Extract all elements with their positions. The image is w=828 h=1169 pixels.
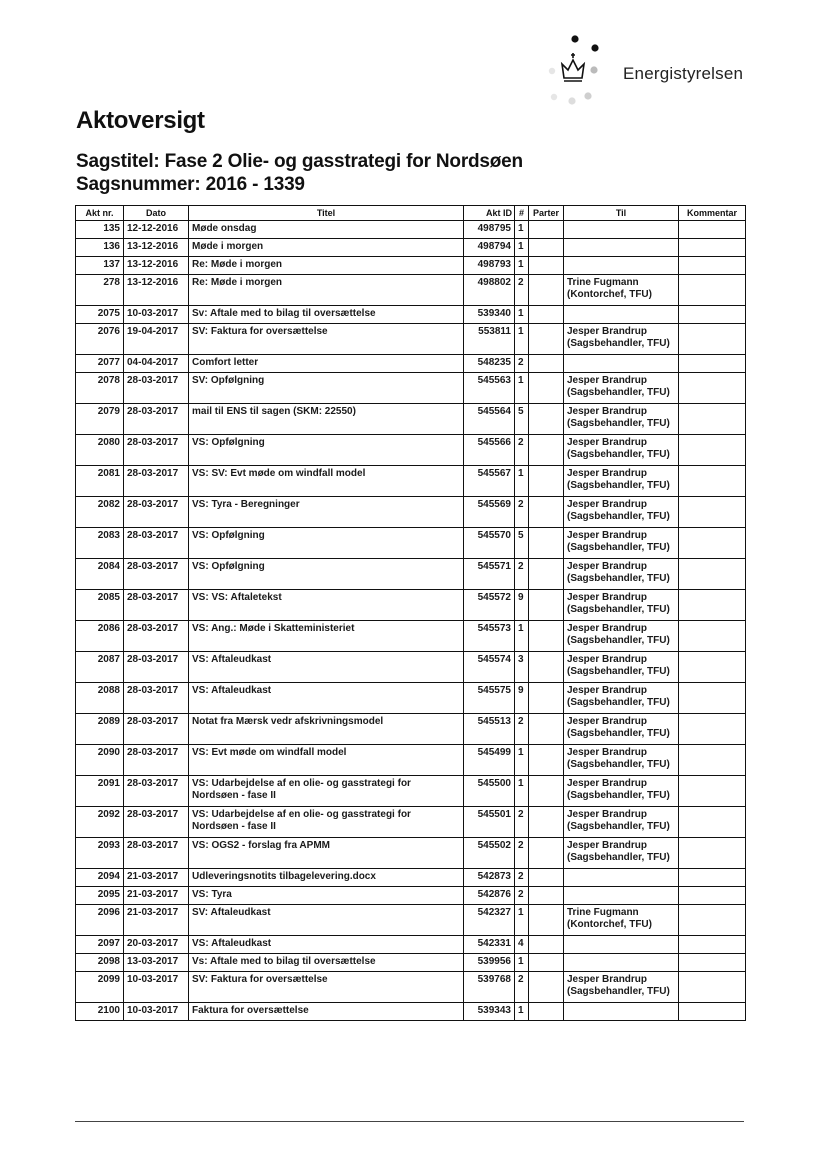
cell-title: VS: Udarbejdelse af en olie- og gasstrategi for Nordsøen - fase II — [189, 776, 464, 807]
cell-id: 539343 — [464, 1003, 515, 1021]
cell-date: 20-03-2017 — [124, 936, 189, 954]
cell-parties — [529, 355, 564, 373]
cell-date: 21-03-2017 — [124, 887, 189, 905]
cell-to: Jesper Brandrup (Sagsbehandler, TFU) — [564, 652, 679, 683]
cell-nr: 2098 — [76, 954, 124, 972]
cell-to: Jesper Brandrup (Sagsbehandler, TFU) — [564, 497, 679, 528]
table-row — [76, 275, 746, 306]
cell-date: 13-12-2016 — [124, 239, 189, 257]
cell-to — [564, 355, 679, 373]
cell-nr: 2075 — [76, 306, 124, 324]
cell-count: 3 — [515, 652, 529, 683]
column-header-id: Akt ID — [464, 206, 515, 221]
cell-comment — [679, 972, 746, 1003]
cell-count: 1 — [515, 1003, 529, 1021]
cell-nr: 2095 — [76, 887, 124, 905]
cell-id: 545570 — [464, 528, 515, 559]
cell-count: 1 — [515, 324, 529, 355]
cell-parties — [529, 466, 564, 497]
cell-title: Notat fra Mærsk vedr afskrivningsmodel — [189, 714, 464, 745]
column-header-date: Dato — [124, 206, 189, 221]
cell-date: 28-03-2017 — [124, 559, 189, 590]
cell-to: Jesper Brandrup (Sagsbehandler, TFU) — [564, 714, 679, 745]
table-row — [76, 807, 746, 838]
cell-id: 498802 — [464, 275, 515, 306]
cell-id: 545569 — [464, 497, 515, 528]
cell-comment — [679, 239, 746, 257]
column-header-title: Titel — [189, 206, 464, 221]
cell-to: Jesper Brandrup (Sagsbehandler, TFU) — [564, 324, 679, 355]
cell-id: 542876 — [464, 887, 515, 905]
table-row — [76, 972, 746, 1003]
cell-date: 28-03-2017 — [124, 435, 189, 466]
cell-to: Jesper Brandrup (Sagsbehandler, TFU) — [564, 972, 679, 1003]
cell-nr: 2085 — [76, 590, 124, 621]
cell-comment — [679, 652, 746, 683]
cell-comment — [679, 528, 746, 559]
cell-comment — [679, 838, 746, 869]
table-row — [76, 683, 746, 714]
cell-count: 1 — [515, 221, 529, 239]
cell-date: 21-03-2017 — [124, 905, 189, 936]
cell-title: VS: VS: Aftaletekst — [189, 590, 464, 621]
cell-count: 1 — [515, 239, 529, 257]
cell-parties — [529, 559, 564, 590]
table-row — [76, 306, 746, 324]
cell-parties — [529, 972, 564, 1003]
cell-to: Jesper Brandrup (Sagsbehandler, TFU) — [564, 745, 679, 776]
cell-comment — [679, 306, 746, 324]
cell-comment — [679, 559, 746, 590]
cell-count: 1 — [515, 776, 529, 807]
cell-title: SV: Faktura for oversættelse — [189, 324, 464, 355]
cell-title: Sv: Aftale med to bilag til oversættelse — [189, 306, 464, 324]
table-row — [76, 887, 746, 905]
cell-count: 2 — [515, 838, 529, 869]
table-row — [76, 905, 746, 936]
cell-title: mail til ENS til sagen (SKM: 22550) — [189, 404, 464, 435]
cell-date: 28-03-2017 — [124, 404, 189, 435]
cell-date: 28-03-2017 — [124, 528, 189, 559]
column-header-comment: Kommentar — [679, 206, 746, 221]
cell-to — [564, 239, 679, 257]
cell-title: VS: Aftaleudkast — [189, 936, 464, 954]
table-row — [76, 590, 746, 621]
cell-comment — [679, 355, 746, 373]
cell-comment — [679, 887, 746, 905]
cell-parties — [529, 621, 564, 652]
cell-comment — [679, 497, 746, 528]
cell-date: 28-03-2017 — [124, 590, 189, 621]
table-row — [76, 714, 746, 745]
cell-date: 28-03-2017 — [124, 838, 189, 869]
cell-parties — [529, 807, 564, 838]
cell-nr: 2100 — [76, 1003, 124, 1021]
table-row — [76, 1003, 746, 1021]
cell-parties — [529, 869, 564, 887]
cell-title: VS: Tyra — [189, 887, 464, 905]
cell-id: 539768 — [464, 972, 515, 1003]
cell-comment — [679, 869, 746, 887]
cell-nr: 2086 — [76, 621, 124, 652]
cell-title: Re: Møde i morgen — [189, 275, 464, 306]
cell-title: VS: Tyra - Beregninger — [189, 497, 464, 528]
cell-count: 9 — [515, 590, 529, 621]
cell-count: 2 — [515, 275, 529, 306]
cell-id: 545567 — [464, 466, 515, 497]
cell-date: 13-12-2016 — [124, 257, 189, 275]
cell-parties — [529, 404, 564, 435]
cell-nr: 2094 — [76, 869, 124, 887]
table-row — [76, 221, 746, 239]
cell-count: 9 — [515, 683, 529, 714]
cell-comment — [679, 954, 746, 972]
cell-id: 542331 — [464, 936, 515, 954]
cell-to: Jesper Brandrup (Sagsbehandler, TFU) — [564, 528, 679, 559]
cell-nr: 2077 — [76, 355, 124, 373]
cell-nr: 2099 — [76, 972, 124, 1003]
cell-parties — [529, 257, 564, 275]
cell-count: 5 — [515, 528, 529, 559]
cell-date: 10-03-2017 — [124, 1003, 189, 1021]
table-row — [76, 776, 746, 807]
cell-count: 2 — [515, 714, 529, 745]
cell-comment — [679, 714, 746, 745]
cell-to: Jesper Brandrup (Sagsbehandler, TFU) — [564, 559, 679, 590]
table-row — [76, 257, 746, 275]
cell-title: Møde i morgen — [189, 239, 464, 257]
cell-to — [564, 1003, 679, 1021]
org-name: Energistyrelsen — [623, 64, 744, 83]
cell-parties — [529, 239, 564, 257]
cell-count: 1 — [515, 466, 529, 497]
cell-nr: 2097 — [76, 936, 124, 954]
cell-date: 28-03-2017 — [124, 776, 189, 807]
table-row — [76, 355, 746, 373]
column-header-to: Til — [564, 206, 679, 221]
cell-to — [564, 221, 679, 239]
cell-date: 28-03-2017 — [124, 807, 189, 838]
table-row — [76, 239, 746, 257]
cell-id: 545571 — [464, 559, 515, 590]
cell-nr: 137 — [76, 257, 124, 275]
cell-parties — [529, 683, 564, 714]
cell-parties — [529, 324, 564, 355]
cell-nr: 2081 — [76, 466, 124, 497]
cell-id: 542873 — [464, 869, 515, 887]
cell-title: VS: Ang.: Møde i Skatteministeriet — [189, 621, 464, 652]
cell-title: Møde onsdag — [189, 221, 464, 239]
cell-id: 545502 — [464, 838, 515, 869]
cell-date: 28-03-2017 — [124, 714, 189, 745]
cell-parties — [529, 652, 564, 683]
cell-comment — [679, 324, 746, 355]
cell-id: 545501 — [464, 807, 515, 838]
table-row — [76, 838, 746, 869]
cell-count: 2 — [515, 807, 529, 838]
cell-nr: 2092 — [76, 807, 124, 838]
cell-date: 28-03-2017 — [124, 466, 189, 497]
cell-title: VS: Aftaleudkast — [189, 652, 464, 683]
cell-id: 545500 — [464, 776, 515, 807]
bottom-divider — [75, 1121, 744, 1122]
cell-id: 545575 — [464, 683, 515, 714]
crown-icon — [548, 34, 618, 110]
cell-to — [564, 954, 679, 972]
cell-id: 498793 — [464, 257, 515, 275]
cell-id: 545499 — [464, 745, 515, 776]
cell-date: 28-03-2017 — [124, 745, 189, 776]
cell-date: 28-03-2017 — [124, 373, 189, 404]
cell-nr: 2078 — [76, 373, 124, 404]
table-row — [76, 497, 746, 528]
column-header-parties: Parter — [529, 206, 564, 221]
cell-parties — [529, 275, 564, 306]
cell-parties — [529, 497, 564, 528]
cell-id: 498794 — [464, 239, 515, 257]
cell-parties — [529, 714, 564, 745]
cell-count: 1 — [515, 257, 529, 275]
cell-parties — [529, 776, 564, 807]
table-row — [76, 404, 746, 435]
table-row — [76, 435, 746, 466]
cell-date: 19-04-2017 — [124, 324, 189, 355]
cell-count: 1 — [515, 745, 529, 776]
cell-to: Jesper Brandrup (Sagsbehandler, TFU) — [564, 435, 679, 466]
cell-nr: 2084 — [76, 559, 124, 590]
cell-title: SV: Aftaleudkast — [189, 905, 464, 936]
cell-parties — [529, 954, 564, 972]
table-row — [76, 559, 746, 590]
cell-parties — [529, 306, 564, 324]
cell-parties — [529, 590, 564, 621]
cell-comment — [679, 275, 746, 306]
cell-to — [564, 869, 679, 887]
cell-date: 10-03-2017 — [124, 972, 189, 1003]
cell-comment — [679, 1003, 746, 1021]
cell-count: 4 — [515, 936, 529, 954]
cell-count: 1 — [515, 905, 529, 936]
cell-to: Jesper Brandrup (Sagsbehandler, TFU) — [564, 838, 679, 869]
cell-parties — [529, 936, 564, 954]
cell-count: 5 — [515, 404, 529, 435]
cell-date: 12-12-2016 — [124, 221, 189, 239]
case-title: Sagstitel: Fase 2 Olie- og gasstrategi for Nordsøen — [76, 151, 523, 172]
cell-id: 545566 — [464, 435, 515, 466]
table-row — [76, 745, 746, 776]
cell-parties — [529, 373, 564, 404]
cell-nr: 2090 — [76, 745, 124, 776]
cell-parties — [529, 838, 564, 869]
cell-comment — [679, 807, 746, 838]
cell-title: SV: Opfølgning — [189, 373, 464, 404]
table-row — [76, 621, 746, 652]
cell-to: Jesper Brandrup (Sagsbehandler, TFU) — [564, 590, 679, 621]
cell-title: VS: Aftaleudkast — [189, 683, 464, 714]
cell-nr: 2080 — [76, 435, 124, 466]
table-row — [76, 466, 746, 497]
table-row — [76, 373, 746, 404]
cell-count: 2 — [515, 972, 529, 1003]
cell-id: 545573 — [464, 621, 515, 652]
cell-parties — [529, 887, 564, 905]
cell-to — [564, 936, 679, 954]
cell-parties — [529, 528, 564, 559]
cell-date: 28-03-2017 — [124, 497, 189, 528]
cell-comment — [679, 373, 746, 404]
cell-title: VS: Opfølgning — [189, 528, 464, 559]
table-row — [76, 652, 746, 683]
table-row — [76, 869, 746, 887]
cell-nr: 2093 — [76, 838, 124, 869]
cell-id: 545572 — [464, 590, 515, 621]
cell-id: 545564 — [464, 404, 515, 435]
cell-nr: 2096 — [76, 905, 124, 936]
cell-to: Jesper Brandrup (Sagsbehandler, TFU) — [564, 621, 679, 652]
cell-count: 1 — [515, 621, 529, 652]
cell-comment — [679, 621, 746, 652]
cell-nr: 2088 — [76, 683, 124, 714]
cell-to: Jesper Brandrup (Sagsbehandler, TFU) — [564, 776, 679, 807]
cell-nr: 135 — [76, 221, 124, 239]
cell-to — [564, 887, 679, 905]
table-row — [76, 528, 746, 559]
cell-nr: 2076 — [76, 324, 124, 355]
cell-id: 539956 — [464, 954, 515, 972]
cell-title: VS: Opfølgning — [189, 435, 464, 466]
cell-count: 2 — [515, 887, 529, 905]
cell-parties — [529, 745, 564, 776]
cell-nr: 2087 — [76, 652, 124, 683]
cell-title: VS: Opfølgning — [189, 559, 464, 590]
cell-id: 545513 — [464, 714, 515, 745]
cell-count: 1 — [515, 373, 529, 404]
cell-comment — [679, 905, 746, 936]
cell-count: 2 — [515, 497, 529, 528]
cell-to: Trine Fugmann (Kontorchef, TFU) — [564, 275, 679, 306]
cell-comment — [679, 590, 746, 621]
cell-count: 2 — [515, 355, 529, 373]
cell-title: VS: Evt møde om windfall model — [189, 745, 464, 776]
table-row — [76, 954, 746, 972]
cell-comment — [679, 221, 746, 239]
cell-to: Jesper Brandrup (Sagsbehandler, TFU) — [564, 404, 679, 435]
cell-to: Jesper Brandrup (Sagsbehandler, TFU) — [564, 466, 679, 497]
case-number: Sagsnummer: 2016 - 1339 — [76, 174, 305, 195]
document-table — [75, 205, 746, 1021]
cell-comment — [679, 257, 746, 275]
cell-comment — [679, 404, 746, 435]
cell-id: 498795 — [464, 221, 515, 239]
cell-title: Udleveringsnotits tilbagelevering.docx — [189, 869, 464, 887]
cell-comment — [679, 683, 746, 714]
cell-nr: 2079 — [76, 404, 124, 435]
cell-date: 10-03-2017 — [124, 306, 189, 324]
cell-nr: 2089 — [76, 714, 124, 745]
cell-count: 2 — [515, 559, 529, 590]
table-header-row — [76, 206, 746, 221]
cell-title: Comfort letter — [189, 355, 464, 373]
cell-nr: 278 — [76, 275, 124, 306]
cell-date: 28-03-2017 — [124, 652, 189, 683]
cell-nr: 2083 — [76, 528, 124, 559]
cell-to — [564, 257, 679, 275]
cell-parties — [529, 1003, 564, 1021]
cell-id: 539340 — [464, 306, 515, 324]
cell-parties — [529, 905, 564, 936]
cell-to: Trine Fugmann (Kontorchef, TFU) — [564, 905, 679, 936]
cell-title: Faktura for oversættelse — [189, 1003, 464, 1021]
cell-comment — [679, 936, 746, 954]
column-header-count: # — [515, 206, 529, 221]
cell-parties — [529, 221, 564, 239]
cell-to: Jesper Brandrup (Sagsbehandler, TFU) — [564, 683, 679, 714]
cell-count: 2 — [515, 869, 529, 887]
cell-date: 28-03-2017 — [124, 683, 189, 714]
cell-id: 542327 — [464, 905, 515, 936]
cell-date: 21-03-2017 — [124, 869, 189, 887]
cell-id: 545563 — [464, 373, 515, 404]
cell-comment — [679, 745, 746, 776]
cell-title: SV: Faktura for oversættelse — [189, 972, 464, 1003]
cell-comment — [679, 435, 746, 466]
cell-title: VS: OGS2 - forslag fra APMM — [189, 838, 464, 869]
cell-nr: 2091 — [76, 776, 124, 807]
cell-to — [564, 306, 679, 324]
cell-parties — [529, 435, 564, 466]
cell-date: 13-12-2016 — [124, 275, 189, 306]
column-header-nr: Akt nr. — [76, 206, 124, 221]
table-row — [76, 936, 746, 954]
table-row — [76, 324, 746, 355]
cell-title: VS: SV: Evt møde om windfall model — [189, 466, 464, 497]
cell-title: VS: Udarbejdelse af en olie- og gasstrategi for Nordsøen - fase II — [189, 807, 464, 838]
cell-title: Re: Møde i morgen — [189, 257, 464, 275]
page-title: Aktoversigt — [76, 107, 205, 134]
cell-count: 2 — [515, 435, 529, 466]
cell-id: 545574 — [464, 652, 515, 683]
cell-to: Jesper Brandrup (Sagsbehandler, TFU) — [564, 807, 679, 838]
energistyrelsen-logo — [548, 34, 748, 110]
cell-date: 04-04-2017 — [124, 355, 189, 373]
cell-count: 1 — [515, 954, 529, 972]
cell-comment — [679, 466, 746, 497]
cell-date: 28-03-2017 — [124, 621, 189, 652]
cell-title: Vs: Aftale med to bilag til oversættelse — [189, 954, 464, 972]
cell-count: 1 — [515, 306, 529, 324]
cell-to: Jesper Brandrup (Sagsbehandler, TFU) — [564, 373, 679, 404]
cell-comment — [679, 776, 746, 807]
cell-nr: 2082 — [76, 497, 124, 528]
cell-id: 553811 — [464, 324, 515, 355]
cell-nr: 136 — [76, 239, 124, 257]
cell-date: 13-03-2017 — [124, 954, 189, 972]
cell-id: 548235 — [464, 355, 515, 373]
